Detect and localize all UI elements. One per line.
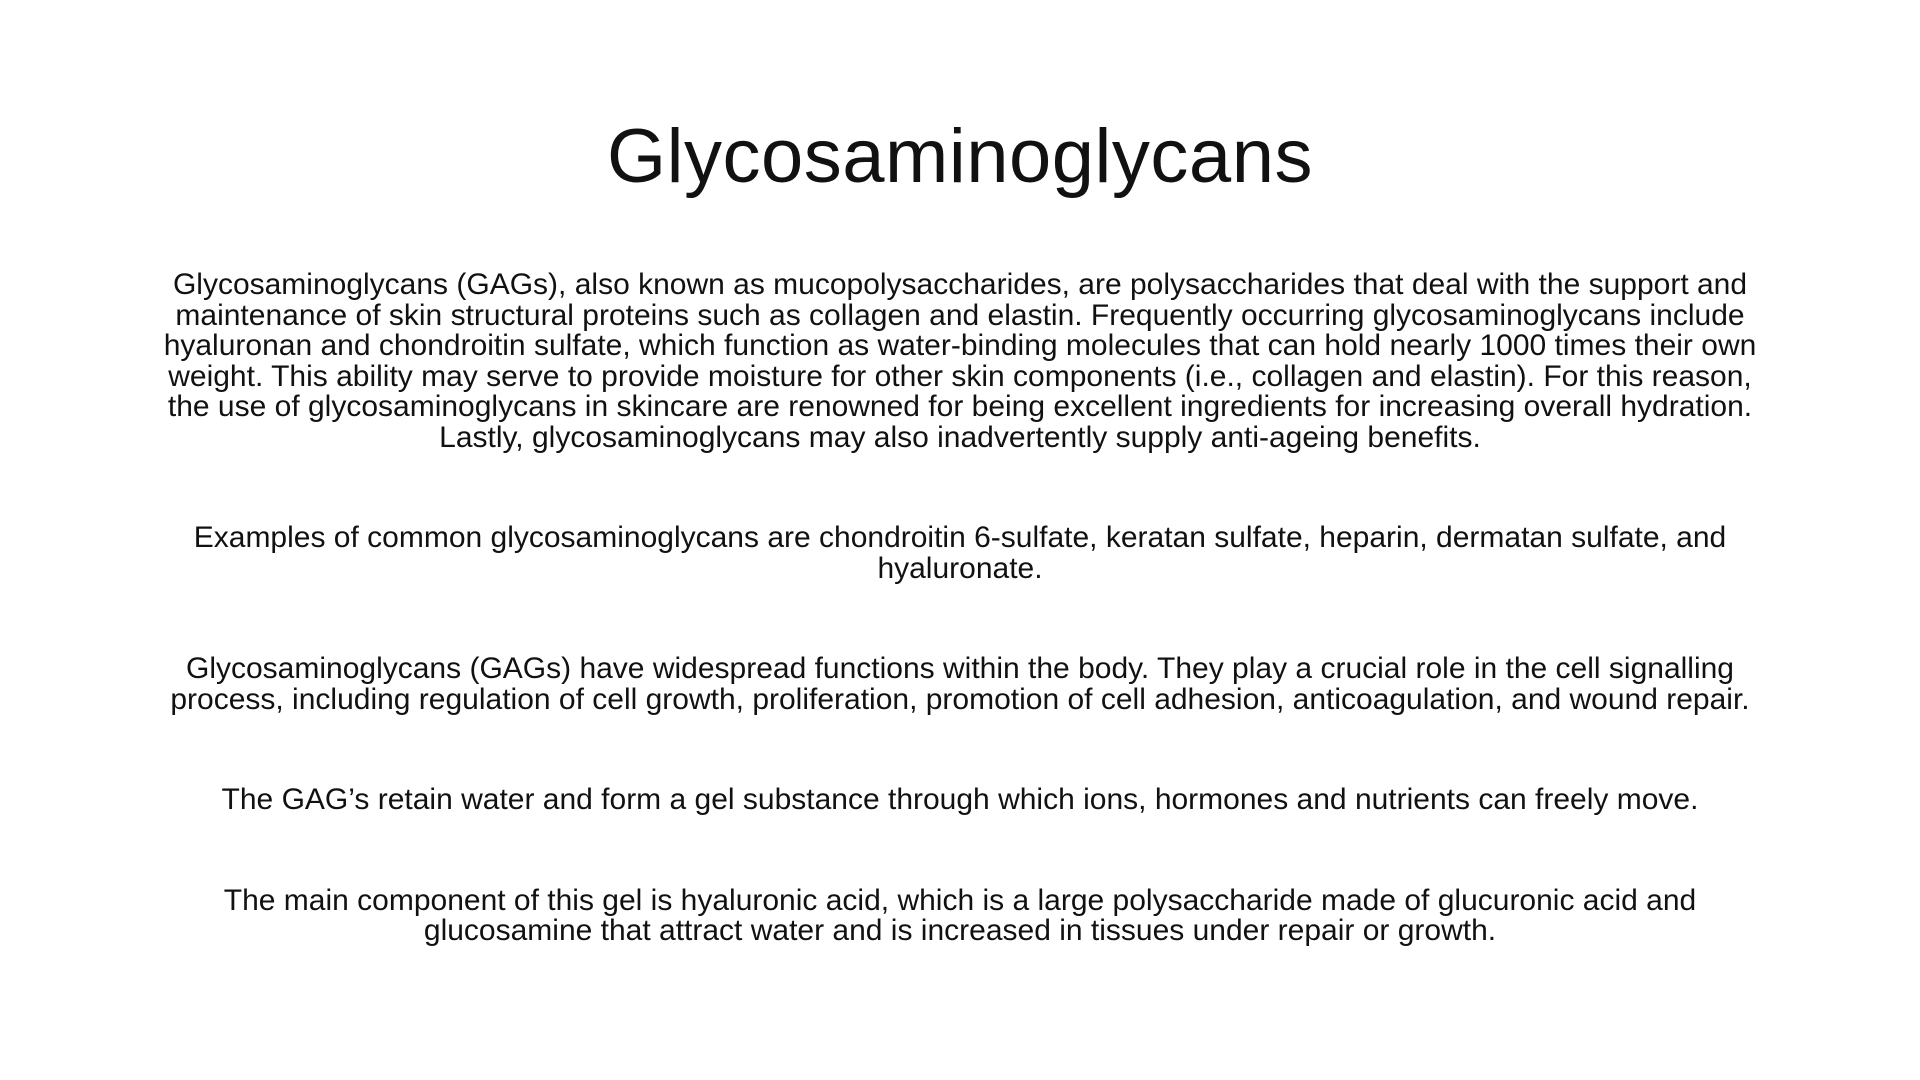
- paragraph-gag-water-gel: The GAG’s retain water and form a gel substance through which ions, hormones and nutrients can freely move.: [221, 783, 1699, 816]
- paragraph-gag-examples: Examples of common glycosaminoglycans are chondroitin 6-sulfate, keratan sulfate, heparin, dermatan sulfate, and hyaluronate.: [193, 521, 1727, 585]
- paragraph-hyaluronic-acid: The main component of this gel is hyaluronic acid, which is a large polysaccharide made of glucuronic acid and glucosamine that attract water and is increased in tissues under repair or growth.: [223, 883, 1697, 947]
- paragraph-gag-definition: Glycosaminoglycans (GAGs), also known as mucopolysaccharides, are polysaccharides that deal with the support and maintenance of skin structural proteins such as collagen and elastin. Frequently occurring glycosaminoglycans include hyaluronan and chondroitin sulfate, which function as water-binding molecules that can hold nearly 1000 times their own weight. This ability may serve to provide moisture for other skin components (i.e., collagen and elastin). For this reason, the use of glycosaminoglycans in skincare are renowned for being excellent ingredients for increasing overall hydration. Lastly, glycosaminoglycans may also inadvertently supply anti-ageing benefits.: [163, 268, 1757, 454]
- paragraph-gag-functions: Glycosaminoglycans (GAGs) have widespread functions within the body. They play a crucial role in the cell signalling process, including regulation of cell growth, proliferation, promotion of cell adhesion, anticoagulation, and wound repair.: [170, 652, 1750, 716]
- slide-body: [145, 270, 1775, 947]
- slide-title: Glycosaminoglycans: [607, 114, 1313, 199]
